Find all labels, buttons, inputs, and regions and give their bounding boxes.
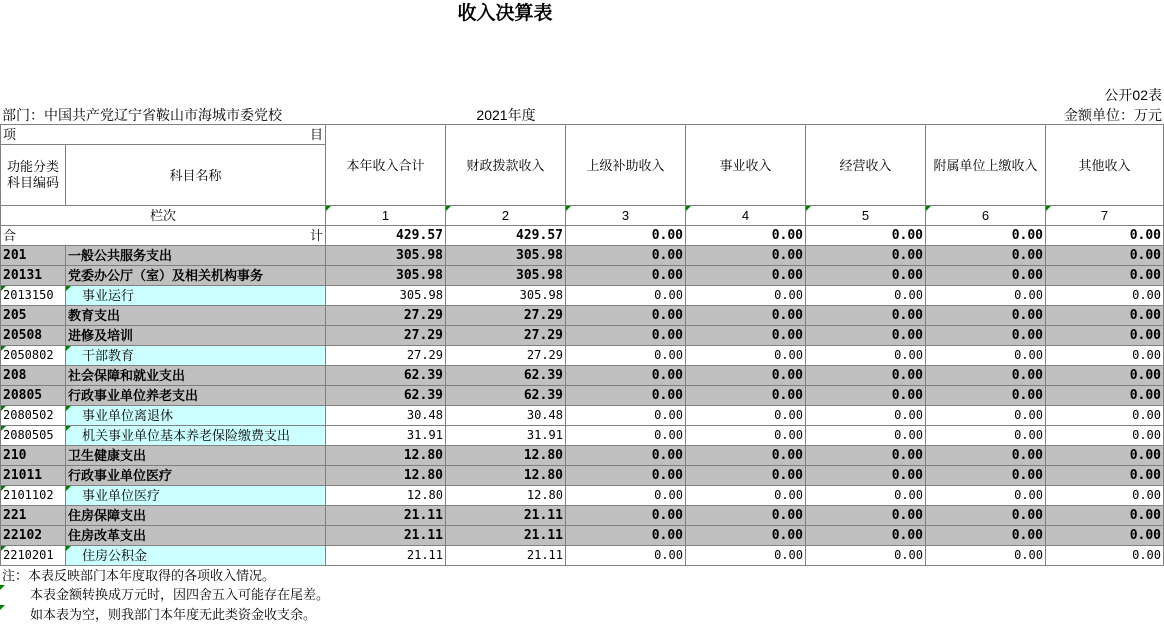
amount-cell: 0.00 (806, 446, 926, 466)
amount-cell: 0.00 (926, 546, 1046, 566)
amount-cell: 0.00 (806, 466, 926, 486)
amount-cell: 0.00 (686, 306, 806, 326)
amount-cell: 0.00 (926, 386, 1046, 406)
column-number-cell: 6 (926, 206, 1046, 226)
subject-name-cell: 干部教育 (66, 346, 326, 366)
total-amount-cell: 0.00 (806, 226, 926, 246)
subject-code-cell: 205 (1, 306, 66, 326)
amount-cell: 305.98 (446, 286, 566, 306)
header-other-income: 其他收入 (1046, 125, 1164, 206)
subject-code-cell: 2080502 (1, 406, 66, 426)
subject-code-cell: 22102 (1, 526, 66, 546)
department-label: 部门：中国共产党辽宁省鞍山市海城市委党校 (2, 107, 282, 123)
amount-cell: 0.00 (806, 306, 926, 326)
amount-cell: 0.00 (1046, 446, 1164, 466)
amount-cell: 62.39 (446, 366, 566, 386)
amount-cell: 0.00 (926, 306, 1046, 326)
subject-code-cell: 2210201 (1, 546, 66, 566)
amount-cell: 0.00 (566, 546, 686, 566)
amount-cell: 62.39 (326, 366, 446, 386)
fiscal-year: 2021年度 (476, 107, 536, 123)
item-row (1, 426, 1164, 446)
header-row (1, 125, 1164, 145)
amount-cell: 0.00 (686, 406, 806, 426)
amount-cell: 0.00 (806, 426, 926, 446)
subject-name-cell: 住房保障支出 (66, 506, 326, 526)
amount-cell: 0.00 (926, 346, 1046, 366)
total-amount-cell: 0.00 (566, 226, 686, 246)
amount-cell: 0.00 (686, 486, 806, 506)
amount-cell: 0.00 (566, 246, 686, 266)
amount-cell: 0.00 (926, 506, 1046, 526)
category-row (1, 446, 1164, 466)
header-affiliated-remittance: 附属单位上缴收入 (926, 125, 1046, 206)
amount-cell: 12.80 (446, 446, 566, 466)
amount-cell: 0.00 (1046, 486, 1164, 506)
footnote: 如本表为空，则我部门本年度无此类资金收支余。 (0, 605, 316, 624)
amount-cell: 0.00 (806, 486, 926, 506)
amount-cell: 0.00 (566, 286, 686, 306)
amount-cell: 0.00 (926, 446, 1046, 466)
category-row (1, 506, 1164, 526)
subject-name-cell: 进修及培训 (66, 326, 326, 346)
amount-cell: 12.80 (326, 466, 446, 486)
subject-name-cell: 卫生健康支出 (66, 446, 326, 466)
income-table (0, 124, 1164, 566)
amount-cell: 305.98 (446, 246, 566, 266)
amount-cell: 12.80 (446, 466, 566, 486)
amount-cell: 0.00 (686, 286, 806, 306)
subject-code-cell: 208 (1, 366, 66, 386)
amount-cell: 0.00 (686, 546, 806, 566)
code-label-line: 科目编码 (6, 175, 59, 190)
amount-cell: 21.11 (326, 546, 446, 566)
amount-cell: 0.00 (686, 526, 806, 546)
subject-name-cell: 住房改革支出 (66, 526, 326, 546)
code-label-cell (1, 145, 66, 206)
total-label-cell (1, 226, 326, 246)
amount-cell: 0.00 (806, 546, 926, 566)
total-row (1, 226, 1164, 246)
column-number-cell: 1 (326, 206, 446, 226)
column-number-cell: 4 (686, 206, 806, 226)
item-row (1, 546, 1164, 566)
subject-name-cell: 事业单位离退休 (66, 406, 326, 426)
category-row (1, 326, 1164, 346)
subject-code-cell: 21011 (1, 466, 66, 486)
amount-cell: 0.00 (686, 466, 806, 486)
subject-name-cell: 事业运行 (66, 286, 326, 306)
amount-cell: 0.00 (686, 446, 806, 466)
amount-cell: 30.48 (326, 406, 446, 426)
header-total-income: 本年收入合计 (326, 125, 446, 206)
amount-cell: 21.11 (446, 526, 566, 546)
total-amount-cell: 429.57 (326, 226, 446, 246)
amount-cell: 21.11 (446, 506, 566, 526)
amount-cell: 0.00 (566, 406, 686, 426)
amount-cell: 27.29 (446, 346, 566, 366)
page-title: 收入决算表 (457, 3, 553, 24)
total-amount-cell: 0.00 (926, 226, 1046, 246)
subject-code-cell: 2050802 (1, 346, 66, 366)
amount-cell: 0.00 (686, 246, 806, 266)
header-operating-income: 经营收入 (806, 125, 926, 206)
item-label-left: 项 (3, 127, 17, 142)
amount-cell: 0.00 (1046, 246, 1164, 266)
amount-cell: 31.91 (446, 426, 566, 446)
amount-cell: 0.00 (926, 246, 1046, 266)
amount-cell: 0.00 (566, 446, 686, 466)
category-row (1, 466, 1164, 486)
amount-cell: 0.00 (806, 246, 926, 266)
column-number-cell: 7 (1046, 206, 1164, 226)
subject-name-cell: 社会保障和就业支出 (66, 366, 326, 386)
amount-cell: 0.00 (1046, 266, 1164, 286)
code-label-line: 功能分类 (6, 159, 59, 174)
amount-cell: 0.00 (686, 366, 806, 386)
amount-cell: 0.00 (1046, 286, 1164, 306)
total-amount-cell: 0.00 (686, 226, 806, 246)
total-amount-cell: 0.00 (1046, 226, 1164, 246)
amount-cell: 305.98 (326, 266, 446, 286)
amount-cell: 0.00 (926, 426, 1046, 446)
subject-name-cell: 一般公共服务支出 (66, 246, 326, 266)
amount-cell: 0.00 (566, 306, 686, 326)
amount-cell: 0.00 (806, 286, 926, 306)
item-row (1, 346, 1164, 366)
subject-code-cell: 201 (1, 246, 66, 266)
subject-code-cell: 221 (1, 506, 66, 526)
subject-code-cell: 2013150 (1, 286, 66, 306)
footnote: 注：本表反映部门本年度取得的各项收入情况。 (2, 568, 276, 583)
total-label-left: 合 (3, 228, 17, 243)
amount-cell: 27.29 (446, 306, 566, 326)
amount-cell: 0.00 (566, 346, 686, 366)
total-amount-cell: 429.57 (446, 226, 566, 246)
amount-cell: 21.11 (446, 546, 566, 566)
item-label-right: 目 (309, 127, 323, 142)
amount-cell: 12.80 (326, 486, 446, 506)
amount-cell: 0.00 (566, 266, 686, 286)
column-number-cell: 5 (806, 206, 926, 226)
amount-cell: 21.11 (326, 506, 446, 526)
item-row (1, 486, 1164, 506)
column-number-row (1, 206, 1164, 226)
amount-cell: 305.98 (326, 246, 446, 266)
amount-cell: 0.00 (1046, 466, 1164, 486)
amount-cell: 31.91 (326, 426, 446, 446)
amount-cell: 62.39 (326, 386, 446, 406)
subject-code-cell: 20131 (1, 266, 66, 286)
amount-cell: 0.00 (1046, 346, 1164, 366)
name-label-cell: 科目名称 (66, 145, 326, 206)
subject-code-cell: 210 (1, 446, 66, 466)
amount-cell: 0.00 (806, 366, 926, 386)
amount-cell: 0.00 (686, 346, 806, 366)
amount-cell: 0.00 (1046, 386, 1164, 406)
amount-cell: 0.00 (566, 526, 686, 546)
amount-cell: 0.00 (566, 326, 686, 346)
header-business-income: 事业收入 (686, 125, 806, 206)
amount-cell: 0.00 (566, 466, 686, 486)
amount-cell: 0.00 (566, 366, 686, 386)
table-body (1, 246, 1164, 566)
amount-cell: 305.98 (446, 266, 566, 286)
header-fiscal-appropriation: 财政拨款收入 (446, 125, 566, 206)
amount-cell: 0.00 (686, 266, 806, 286)
amount-cell: 0.00 (1046, 426, 1164, 446)
amount-cell: 0.00 (686, 386, 806, 406)
amount-cell: 62.39 (446, 386, 566, 406)
amount-cell: 27.29 (326, 346, 446, 366)
column-number-cell: 3 (566, 206, 686, 226)
subject-name-cell: 教育支出 (66, 306, 326, 326)
column-number-cell: 2 (446, 206, 566, 226)
amount-cell: 0.00 (806, 386, 926, 406)
amount-cell: 0.00 (806, 526, 926, 546)
amount-cell: 0.00 (806, 406, 926, 426)
amount-cell: 12.80 (446, 486, 566, 506)
amount-cell: 27.29 (326, 306, 446, 326)
footnote: 本表金额转换成万元时，因四舍五入可能存在尾差。 (0, 585, 329, 604)
amount-cell: 0.00 (686, 426, 806, 446)
amount-cell: 0.00 (806, 266, 926, 286)
amount-cell: 0.00 (926, 366, 1046, 386)
subject-name-cell: 行政事业单位养老支出 (66, 386, 326, 406)
amount-cell: 0.00 (926, 406, 1046, 426)
category-row (1, 366, 1164, 386)
amount-cell: 0.00 (1046, 506, 1164, 526)
category-row (1, 306, 1164, 326)
item-row (1, 406, 1164, 426)
amount-cell: 305.98 (326, 286, 446, 306)
item-row (1, 286, 1164, 306)
subject-name-cell: 住房公积金 (66, 546, 326, 566)
category-row (1, 266, 1164, 286)
amount-unit: 金额单位：万元 (1064, 107, 1162, 123)
amount-cell: 0.00 (566, 426, 686, 446)
amount-cell: 0.00 (926, 466, 1046, 486)
subject-code-cell: 2080505 (1, 426, 66, 446)
amount-cell: 0.00 (566, 486, 686, 506)
amount-cell: 0.00 (926, 486, 1046, 506)
subject-code-cell: 20805 (1, 386, 66, 406)
amount-cell: 27.29 (446, 326, 566, 346)
amount-cell: 0.00 (806, 326, 926, 346)
amount-cell: 0.00 (1046, 366, 1164, 386)
subject-name-cell: 行政事业单位医疗 (66, 466, 326, 486)
amount-cell: 0.00 (1046, 526, 1164, 546)
subject-name-cell: 机关事业单位基本养老保险缴费支出 (66, 426, 326, 446)
amount-cell: 0.00 (566, 506, 686, 526)
form-number: 公开02表 (1104, 87, 1162, 103)
total-label-right: 计 (309, 228, 323, 243)
column-number-label: 栏次 (1, 206, 326, 226)
amount-cell: 0.00 (806, 346, 926, 366)
amount-cell: 0.00 (686, 326, 806, 346)
amount-cell: 0.00 (566, 386, 686, 406)
amount-cell: 0.00 (686, 506, 806, 526)
amount-cell: 30.48 (446, 406, 566, 426)
subject-name-cell: 党委办公厅（室）及相关机构事务 (66, 266, 326, 286)
category-row (1, 386, 1164, 406)
amount-cell: 0.00 (1046, 546, 1164, 566)
amount-cell: 0.00 (926, 526, 1046, 546)
amount-cell: 27.29 (326, 326, 446, 346)
item-label-cell (1, 125, 326, 145)
amount-cell: 0.00 (926, 286, 1046, 306)
category-row (1, 246, 1164, 266)
subject-code-cell: 2101102 (1, 486, 66, 506)
amount-cell: 0.00 (1046, 406, 1164, 426)
amount-cell: 0.00 (926, 266, 1046, 286)
header-superior-subsidy: 上级补助收入 (566, 125, 686, 206)
amount-cell: 0.00 (806, 506, 926, 526)
amount-cell: 0.00 (926, 326, 1046, 346)
subject-name-cell: 事业单位医疗 (66, 486, 326, 506)
category-row (1, 526, 1164, 546)
amount-cell: 21.11 (326, 526, 446, 546)
amount-cell: 12.80 (326, 446, 446, 466)
amount-cell: 0.00 (1046, 306, 1164, 326)
amount-cell: 0.00 (1046, 326, 1164, 346)
subject-code-cell: 20508 (1, 326, 66, 346)
